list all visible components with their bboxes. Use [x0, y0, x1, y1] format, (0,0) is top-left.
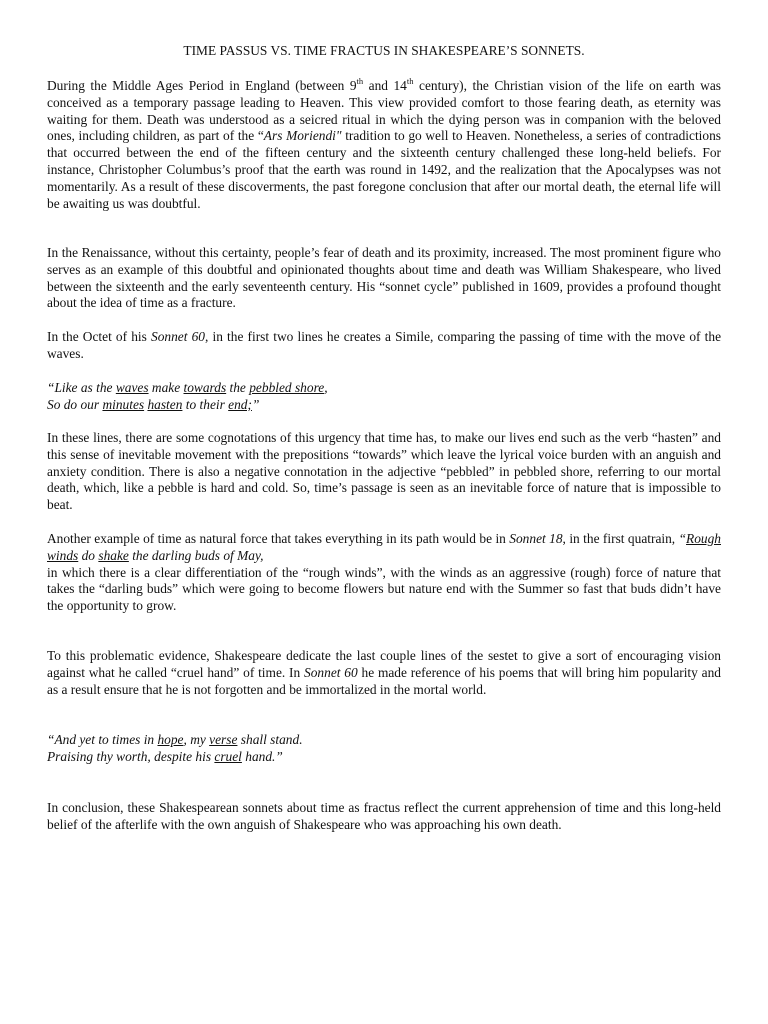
- quote-text: shall stand.: [237, 732, 303, 747]
- underlined-word: cruel: [214, 748, 242, 764]
- inline-quote-sonnet-18: “Rough winds do shake the darling buds of May,: [47, 531, 721, 563]
- quote-line: [47, 749, 721, 766]
- quote-sonnet-60-hope: [47, 732, 721, 766]
- paragraph-cognotations: In these lines, there are some cognotations of this urgency that time has, to make our lives end such as the verb “hasten” and this sense of inevitable movement with the prepositions “towards” which leave the lyrical voice burden with an anguish and anxiety condition. There is also a negative connotation in the adjective “pebbled” in pebbled shore, referring to our mortal death, which, like a pebble is hard and cold. So, time’s passage is seen as an inevitable force of nature that is impossible to beat.: [47, 430, 721, 513]
- quote-text: make: [148, 380, 184, 395]
- quote-line: [47, 397, 721, 414]
- underlined-word: hasten: [147, 396, 183, 412]
- underlined-word: hope: [157, 732, 184, 747]
- underlined-word: towards: [183, 380, 227, 395]
- quote-text: So do our: [47, 396, 103, 412]
- underlined-word: pebbled shore: [249, 380, 325, 395]
- paragraph-problematic-evidence: To this problematic evidence, Shakespeare dedicate the last couple lines of the sestet to give a sort of encouraging vision against what he called “cruel hand” of time. In Sonnet 60 he made reference of his poems that will bring him popularity and as a result ensure that he is not forgotten and be immortalized in the mortal world.: [47, 648, 722, 697]
- underlined-word: end;: [228, 396, 252, 412]
- paragraph-sonnet-18: Another example of time as natural force that takes everything in its path would be in Sonnet 18, in the first quatrain, “Rough winds do shake the darling buds of May, in which there is a clear differentiation of the “rough winds”, with the winds as an aggressive (rough) force of nature that takes the “darling buds” which were going to become flowers but nature end with the Summer so fast that buds didn’t have the opportunity to grow.: [47, 531, 721, 614]
- paragraph-conclusion: In conclusion, these Shakespearean sonnets about time as fractus reflect the current apprehension of time and this long-held belief of the afterlife with the own anguish of Shakespeare who was approaching his own death.: [47, 800, 721, 832]
- underlined-word: verse: [209, 732, 238, 747]
- quote-text: hand.”: [241, 748, 283, 764]
- quote-line: [47, 380, 721, 397]
- quote-text: the: [226, 380, 250, 395]
- quote-text: “And yet to times in: [47, 732, 158, 747]
- document-title: TIME PASSUS VS. TIME FRACTUS IN SHAKESPEARE’S SONNETS.: [183, 43, 585, 58]
- quote-sonnet-60-waves: [47, 380, 721, 414]
- quote-text: “Like as the: [47, 380, 116, 395]
- quote-text: ,: [324, 380, 328, 395]
- paragraph-renaissance: In the Renaissance, without this certainty, people’s fear of death and its proximity, increased. The most prominent figure who serves as an example of this doubtful and opinionated thoughts about time and death was William Shakespeare, who lived between the sixteenth and the early seventeenth century. His “sonnet cycle” published in 1609, provides a profound thought about the idea of time as a fracture.: [47, 245, 721, 311]
- underlined-word: waves: [115, 380, 149, 395]
- quote-line: [47, 732, 721, 749]
- quote-text: Praising thy worth, despite his: [47, 748, 215, 764]
- paragraph-middle-ages: During the Middle Ages Period in England (between 9th and 14th century), the Christian vision of the life on earth was conceived as a temporary passage leading to Heaven. This view provided comfort to those fearing death, as eternity was waiting for them. Death was understood as a seicred ritual in which the dying person was in companion with the beloved ones, including children, as part of the “Ars Moriendi" tradition to go well to Heaven. Nonetheless, a series of contradictions that occurred between the end of the fifteen century and the sixteenth century challenged these long-held beliefs. For instance, Christopher Columbus’s proof that the earth was round in 1492, and the realization that the Apocalypses was not momentarily. As a result of these discoverments, the past foregone conclusion that after our mortal death, the eternal life will be awaiting us was doubtful.: [47, 75, 722, 211]
- quote-text: , my: [183, 732, 210, 747]
- quote-text: to their: [182, 396, 229, 412]
- underlined-word: minutes: [102, 396, 145, 412]
- quote-text: ”: [251, 396, 260, 412]
- paragraph-octet-sonnet-60: In the Octet of his Sonnet 60, in the first two lines he creates a Simile, comparing the passing of time with the move of the waves.: [47, 329, 722, 361]
